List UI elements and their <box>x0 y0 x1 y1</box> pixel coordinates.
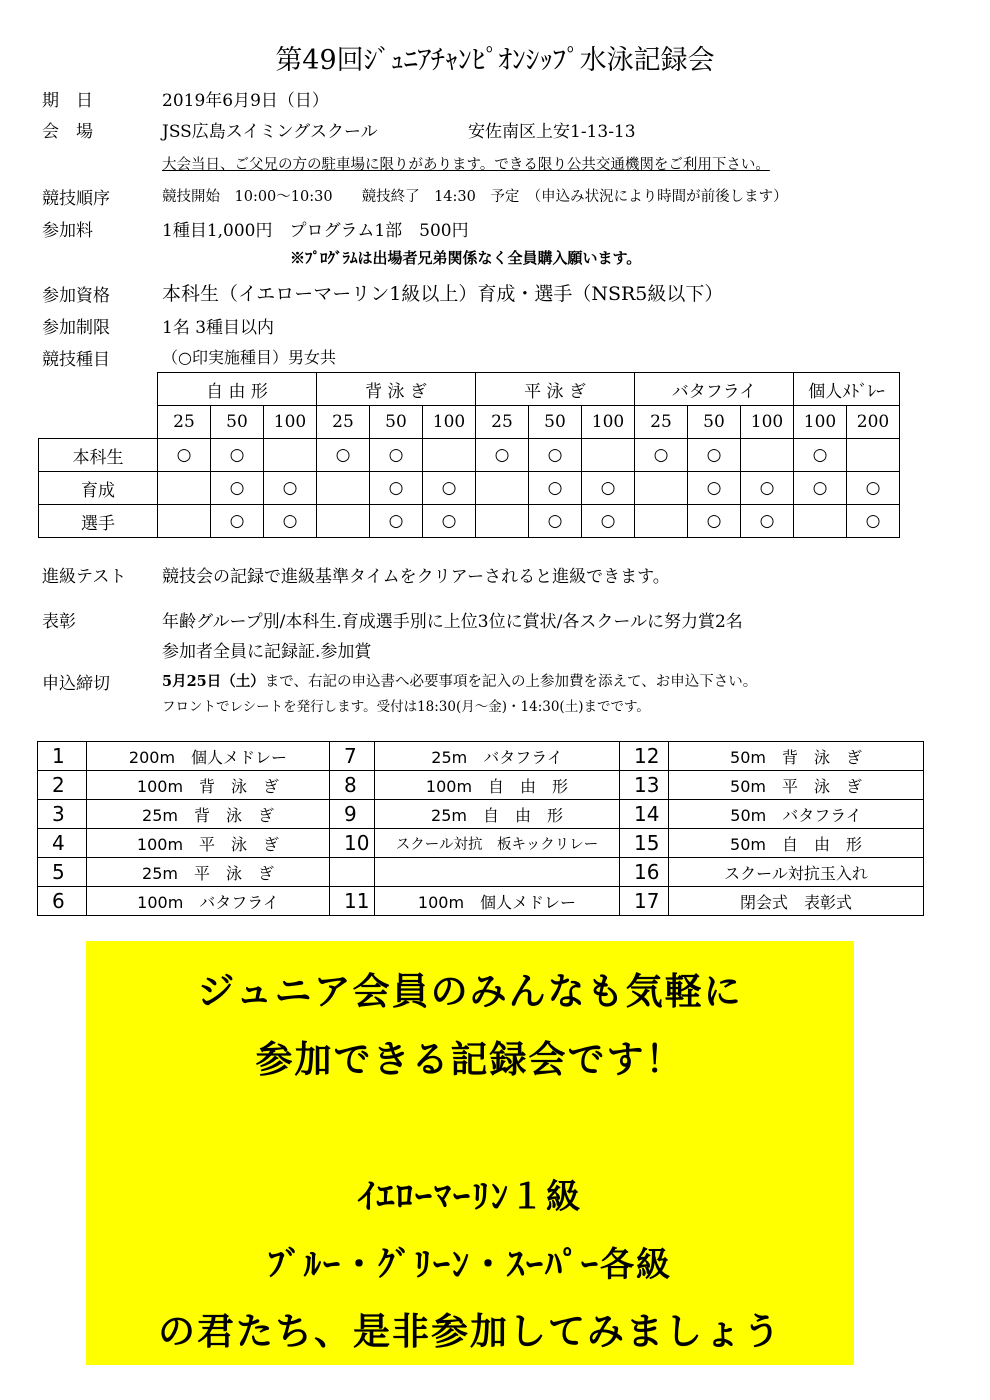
program-event: 100m 背 泳 ぎ <box>87 771 330 800</box>
mark-cell: ○ <box>370 472 423 505</box>
distance-header: 25 <box>158 406 211 439</box>
distance-header-row <box>39 406 900 439</box>
mark-cell: ○ <box>423 505 476 538</box>
distance-header: 100 <box>741 406 794 439</box>
order-label: 競技順序 <box>42 189 110 209</box>
deadline-label: 申込締切 <box>42 674 110 694</box>
mark-cell: ○ <box>317 439 370 472</box>
program-number: 15 <box>620 829 669 858</box>
stroke-header: バタフライ <box>635 373 794 406</box>
mark-cell: ○ <box>264 505 317 538</box>
table-row <box>39 505 900 538</box>
banner-line-4: ﾌﾞﾙｰ・ｸﾞﾘｰﾝ・ｽｰﾊﾟｰ各級 <box>268 1245 672 1285</box>
mark-cell: ○ <box>370 505 423 538</box>
distance-header: 50 <box>529 406 582 439</box>
distance-header: 25 <box>635 406 688 439</box>
mark-cell: ○ <box>211 439 264 472</box>
program-number: 7 <box>330 742 375 771</box>
stroke-header: 自 由 形 <box>158 373 317 406</box>
promo-banner <box>86 941 854 1365</box>
order-value: 競技開始 10:00～10:30 競技終了 14:30 予定 （申込み状況により時間が前後します） <box>162 189 788 205</box>
mark-cell: ○ <box>688 439 741 472</box>
program-table <box>37 741 924 916</box>
date-value: 2019年6月9日（日） <box>162 91 329 111</box>
program-event: 100m バタフライ <box>87 887 330 916</box>
mark-cell: ○ <box>582 472 635 505</box>
mark-cell: ○ <box>847 505 900 538</box>
banner-line-1: ジュニア会員のみんなも気軽に <box>197 970 743 1013</box>
row-label: 本科生 <box>39 439 158 472</box>
events-table <box>38 372 900 538</box>
promotion-label: 進級テスト <box>42 567 127 587</box>
mark-cell: ○ <box>741 472 794 505</box>
mark-cell <box>476 472 529 505</box>
mark-cell <box>582 439 635 472</box>
program-number: 16 <box>620 858 669 887</box>
program-event: 50m 自 由 形 <box>669 829 924 858</box>
mark-cell: ○ <box>264 472 317 505</box>
row-label: 選手 <box>39 505 158 538</box>
distance-header: 100 <box>264 406 317 439</box>
deadline-value-1: まで、右記の申込書へ必要事項を記入の上参加費を添えて、お申込下さい。 <box>264 674 758 690</box>
program-number: 10 <box>330 829 375 858</box>
banner-line-2: 参加できる記録会です！ <box>255 1038 685 1081</box>
mark-cell <box>158 505 211 538</box>
program-event: 25m 平 泳 ぎ <box>87 858 330 887</box>
program-number <box>330 858 375 887</box>
stroke-header: 平 泳 ぎ <box>476 373 635 406</box>
venue-address: 安佐南区上安1-13-13 <box>468 122 636 142</box>
stroke-header-row <box>39 373 900 406</box>
distance-header: 50 <box>211 406 264 439</box>
date-label: 期 日 <box>42 91 93 111</box>
banner-line-3: ｲｴﾛｰﾏｰﾘﾝ１級 <box>358 1177 582 1217</box>
mark-cell <box>794 505 847 538</box>
mark-cell <box>158 472 211 505</box>
mark-cell: ○ <box>158 439 211 472</box>
program-number: 1 <box>38 742 87 771</box>
page-title: 第49回ｼﾞｭﾆｱﾁｬﾝﾋﾟｵﾝｼｯﾌﾟ水泳記録会 <box>275 45 715 76</box>
eligibility-label: 参加資格 <box>42 286 110 306</box>
program-number: 17 <box>620 887 669 916</box>
program-event: スクール対抗玉入れ <box>669 858 924 887</box>
program-number: 6 <box>38 887 87 916</box>
program-event: 25m 自 由 形 <box>375 800 620 829</box>
program-number: 8 <box>330 771 375 800</box>
mark-cell <box>264 439 317 472</box>
events-value: （○印実施種目）男女共 <box>162 348 336 367</box>
program-number: 5 <box>38 858 87 887</box>
program-event: スクール対抗 板キックリレー <box>375 829 620 858</box>
stroke-header: 背 泳 ぎ <box>317 373 476 406</box>
mark-cell: ○ <box>370 439 423 472</box>
table-row <box>38 742 924 771</box>
table-row <box>38 887 924 916</box>
program-event: 100m 自 由 形 <box>375 771 620 800</box>
fee-label: 参加料 <box>42 221 93 241</box>
eligibility-value: 本科生（イエローマーリン1級以上）育成・選手（NSR5級以下） <box>162 283 724 305</box>
mark-cell: ○ <box>635 439 688 472</box>
table-row <box>38 829 924 858</box>
mark-cell: ○ <box>847 472 900 505</box>
venue-value: JSS広島スイミングスクール <box>162 122 378 142</box>
program-event: 閉会式 表彰式 <box>669 887 924 916</box>
mark-cell: ○ <box>529 439 582 472</box>
table-row <box>39 472 900 505</box>
distance-header: 100 <box>582 406 635 439</box>
table-row <box>38 858 924 887</box>
limit-value: 1名 3種目以内 <box>162 318 275 338</box>
row-label: 育成 <box>39 472 158 505</box>
mark-cell: ○ <box>741 505 794 538</box>
mark-cell <box>317 472 370 505</box>
mark-cell: ○ <box>476 439 529 472</box>
mark-cell <box>635 505 688 538</box>
award-value-2: 参加者全員に記録証.参加賞 <box>162 642 372 662</box>
mark-cell: ○ <box>794 472 847 505</box>
program-event: 50m 平 泳 ぎ <box>669 771 924 800</box>
program-event: 50m バタフライ <box>669 800 924 829</box>
award-label: 表彰 <box>42 612 76 632</box>
program-number: 9 <box>330 800 375 829</box>
distance-header: 25 <box>317 406 370 439</box>
program-event: 100m 平 泳 ぎ <box>87 829 330 858</box>
mark-cell: ○ <box>529 505 582 538</box>
mark-cell <box>317 505 370 538</box>
table-row <box>39 439 900 472</box>
promotion-value: 競技会の記録で進級基準タイムをクリアーされると進級できます。 <box>162 567 670 587</box>
venue-label: 会 場 <box>42 122 93 142</box>
mark-cell: ○ <box>582 505 635 538</box>
award-value-1: 年齢グループ別/本科生.育成選手別に上位3位に賞状/各スクールに努力賞2名 <box>162 612 743 632</box>
mark-cell: ○ <box>211 505 264 538</box>
program-number: 4 <box>38 829 87 858</box>
distance-header: 100 <box>423 406 476 439</box>
mark-cell: ○ <box>794 439 847 472</box>
program-number: 13 <box>620 771 669 800</box>
program-number: 14 <box>620 800 669 829</box>
events-label: 競技種目 <box>42 350 110 370</box>
program-event: 25m バタフライ <box>375 742 620 771</box>
program-event: 200m 個人メドレー <box>87 742 330 771</box>
mark-cell <box>423 439 476 472</box>
mark-cell: ○ <box>688 505 741 538</box>
distance-header: 50 <box>688 406 741 439</box>
deadline-date: 5月25日（土） <box>162 673 265 690</box>
program-event <box>375 858 620 887</box>
program-number: 11 <box>330 887 375 916</box>
program-number: 3 <box>38 800 87 829</box>
mark-cell <box>635 472 688 505</box>
stroke-header: 個人ﾒﾄﾞﾚｰ <box>794 373 900 406</box>
mark-cell: ○ <box>423 472 476 505</box>
distance-header: 50 <box>370 406 423 439</box>
mark-cell: ○ <box>529 472 582 505</box>
mark-cell: ○ <box>211 472 264 505</box>
distance-header: 25 <box>476 406 529 439</box>
parking-note: 大会当日、ご父兄の方の駐車場に限りがあります。できる限り公共交通機関をご利用下さい。 <box>162 157 770 173</box>
program-note: ※ﾌﾟﾛｸﾞﾗﾑは出場者兄弟関係なく全員購入願います。 <box>290 249 642 267</box>
fee-value: 1種目1,000円 プログラム1部 500円 <box>162 221 469 241</box>
banner-line-5: の君たち、是非参加してみましょう <box>158 1310 782 1353</box>
mark-cell <box>741 439 794 472</box>
mark-cell <box>476 505 529 538</box>
deadline-value-2: フロントでレシートを発行します。受付は18:30(月～金)・14:30(土)までです。 <box>162 699 650 715</box>
mark-cell <box>847 439 900 472</box>
program-event: 25m 背 泳 ぎ <box>87 800 330 829</box>
program-number: 12 <box>620 742 669 771</box>
table-row <box>38 771 924 800</box>
mark-cell: ○ <box>688 472 741 505</box>
program-event: 100m 個人メドレー <box>375 887 620 916</box>
distance-header: 100 <box>794 406 847 439</box>
program-number: 2 <box>38 771 87 800</box>
distance-header: 200 <box>847 406 900 439</box>
program-event: 50m 背 泳 ぎ <box>669 742 924 771</box>
table-row <box>38 800 924 829</box>
limit-label: 参加制限 <box>42 318 110 338</box>
